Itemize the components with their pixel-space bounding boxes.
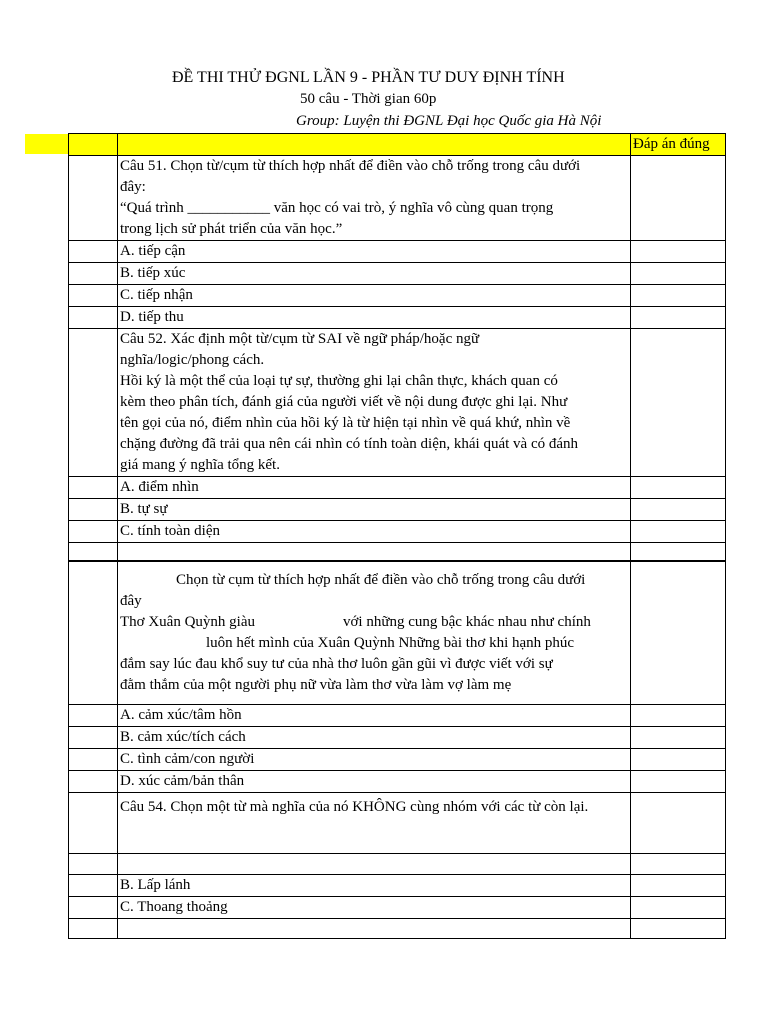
option-row [69, 499, 726, 521]
option-row [69, 263, 726, 285]
option-cell: A. cảm xúc/tâm hồn [118, 705, 631, 727]
header-cell-1 [69, 134, 118, 156]
answer-cell[interactable] [631, 156, 726, 241]
answer-cell[interactable] [631, 241, 726, 263]
option-row [69, 285, 726, 307]
answer-cell[interactable] [631, 263, 726, 285]
answer-cell[interactable] [631, 329, 726, 477]
question-row [69, 561, 726, 705]
option-row [69, 875, 726, 897]
answer-cell[interactable] [631, 307, 726, 329]
answer-cell[interactable] [631, 875, 726, 897]
group-name: Group: Luyện thi ĐGNL Đại học Quốc gia Hà Nội [296, 113, 602, 129]
question-51-text: Câu 51. Chọn từ/cụm từ thích hợp nhất để điền vào chỗ trống trong câu dưới đây: “Quá trình ___________ văn học có vai trò, ý nghĩa vô cùng quan trọng trong lịch sử phát triển của văn học.” [118, 156, 631, 241]
answer-cell[interactable] [631, 705, 726, 727]
question-row [69, 793, 726, 854]
document-title: ĐỀ THI THỬ ĐGNL LẦN 9 - PHẦN TƯ DUY ĐỊNH TÍNH [172, 69, 565, 86]
option-cell: A. tiếp cận [118, 241, 631, 263]
option-row [69, 521, 726, 543]
option-row [69, 749, 726, 771]
option-cell: C. tình cảm/con người [118, 749, 631, 771]
option-cell: D. xúc cảm/bản thân [118, 771, 631, 793]
exam-table [68, 133, 726, 939]
answer-cell[interactable] [631, 499, 726, 521]
question-52-text: Câu 52. Xác định một từ/cụm từ SAI về ngữ pháp/hoặc ngữ nghĩa/logic/phong cách. Hồi ký là một thể của loại tự sự, thường ghi lại chân thực, khách quan có kèm theo phân tích, đánh giá của người viết về nội dung được ghi lại. Như tên gọi của nó, điểm nhìn của hồi ký là từ hiện tại nhìn về quá khứ, nhìn về chặng đường đã trải qua nên cái nhìn có tính toàn diện, khái quát và có đánh giá mang ý nghĩa tổng kết. [118, 329, 631, 477]
option-cell: B. tự sự [118, 499, 631, 521]
question-row [69, 329, 726, 477]
option-cell: B. tiếp xúc [118, 263, 631, 285]
option-cell: A. điểm nhìn [118, 477, 631, 499]
empty-row [69, 854, 726, 875]
option-cell: B. Lấp lánh [118, 875, 631, 897]
answer-cell[interactable] [631, 521, 726, 543]
answer-cell[interactable] [631, 793, 726, 854]
answer-cell[interactable] [631, 919, 726, 939]
answer-cell[interactable] [631, 854, 726, 875]
question-53-text: Chọn từ cụm từ thích hợp nhất để điền vào chỗ trống trong câu dưới đây Thơ Xuân Quỳnh giàu với những cung bậc khác nhau như chính luôn hết mình của Xuân Quỳnh Những bài thơ khi hạnh phúc đắm say lúc đau khổ suy tư của nhà thơ luôn gần gũi vì được viết với sự đằm thắm của một người phụ nữ vừa làm thơ vừa làm vợ làm mẹ [118, 561, 631, 705]
option-cell: B. cảm xúc/tích cách [118, 727, 631, 749]
answer-cell[interactable] [631, 561, 726, 705]
answer-cell[interactable] [631, 771, 726, 793]
option-row [69, 897, 726, 919]
option-row [69, 705, 726, 727]
empty-row [69, 543, 726, 561]
question-row [69, 156, 726, 241]
header-row [69, 134, 726, 156]
option-cell: C. Thoang thoảng [118, 897, 631, 919]
option-cell: D. tiếp thu [118, 307, 631, 329]
answer-cell[interactable] [631, 477, 726, 499]
option-row [69, 307, 726, 329]
option-row [69, 727, 726, 749]
header-cell-2 [118, 134, 631, 156]
option-cell: C. tiếp nhận [118, 285, 631, 307]
answer-cell[interactable] [631, 285, 726, 307]
option-row [69, 241, 726, 263]
answer-header: Đáp án đúng [631, 134, 726, 156]
answer-cell[interactable] [631, 543, 726, 561]
empty-row [69, 919, 726, 939]
document-subtitle: 50 câu - Thời gian 60p [300, 91, 437, 107]
option-cell: C. tính toàn diện [118, 521, 631, 543]
answer-cell[interactable] [631, 897, 726, 919]
answer-cell[interactable] [631, 749, 726, 771]
option-row [69, 771, 726, 793]
answer-cell[interactable] [631, 727, 726, 749]
option-row [69, 477, 726, 499]
question-54-text: Câu 54. Chọn một từ mà nghĩa của nó KHÔNG cùng nhóm với các từ còn lại. [118, 793, 631, 854]
highlight-strip [25, 134, 69, 154]
